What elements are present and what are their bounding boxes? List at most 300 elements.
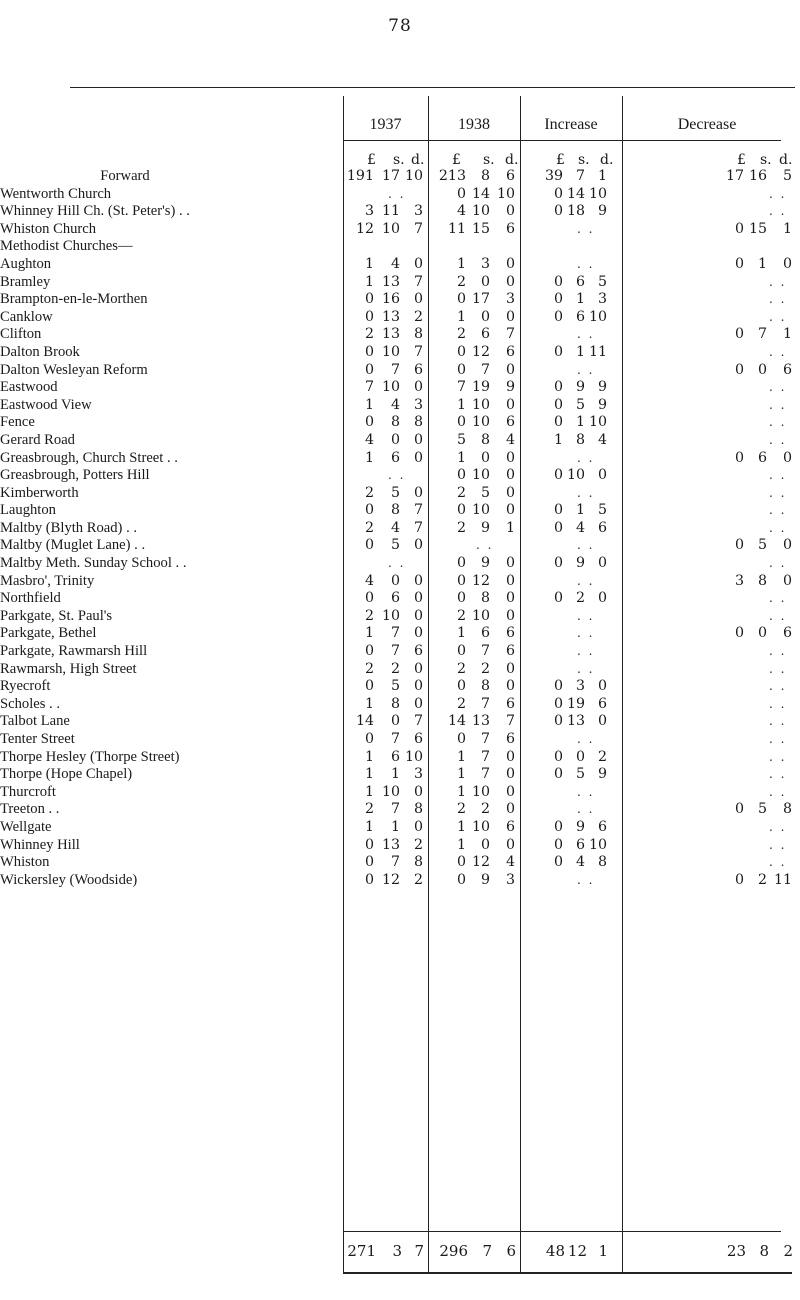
dec-pounds: 0	[734, 326, 744, 343]
unit-pence: d.	[600, 152, 614, 168]
inc-pence: 9	[597, 203, 607, 220]
y1938-shillings: 10	[471, 396, 490, 413]
inc-shillings: 6	[575, 308, 585, 325]
inc-shillings: 7	[575, 168, 585, 184]
table-row	[0, 854, 800, 872]
header-1937: 1937	[369, 116, 402, 133]
unit-pence: d.	[505, 152, 519, 168]
y1937-pence: 0	[413, 678, 423, 695]
row-label: Bramley	[0, 273, 51, 290]
inc-pence: 0	[597, 555, 607, 572]
y1938-pounds: 0	[456, 185, 466, 202]
table-row	[0, 590, 800, 608]
y1938-pounds: 5	[456, 431, 466, 448]
y1938-pounds: 0	[456, 854, 466, 871]
y1937-pounds: 0	[364, 854, 374, 871]
y1938-pence: 7	[505, 713, 515, 730]
inc-shillings: 4	[575, 854, 585, 871]
empty-dots: . .	[577, 784, 595, 799]
header-increase: Increase	[544, 116, 598, 133]
row-label: Thorpe (Hope Chapel)	[0, 766, 133, 783]
dec-shillings: 5	[757, 801, 767, 818]
empty-dots: . .	[769, 204, 787, 219]
bottom-rule	[520, 1272, 622, 1274]
y1938-pence: 0	[505, 203, 515, 220]
inc-pence: 0	[597, 590, 607, 607]
y1938-pounds: 2	[456, 273, 466, 290]
dec-pounds: 0	[734, 625, 744, 642]
y1938-pounds: 1	[456, 766, 466, 783]
y1937-pounds: 1	[364, 766, 374, 783]
row-label: Maltby (Blyth Road) . .	[0, 519, 138, 536]
inc-pence: 10	[588, 414, 607, 431]
unit-shillings: s.	[578, 152, 590, 168]
page-number: 78	[388, 16, 412, 36]
y1937-shillings: 7	[390, 731, 400, 747]
table-row	[0, 238, 800, 256]
y1938-pence: 6	[505, 818, 515, 835]
total-dec-pence: 2	[783, 1242, 793, 1260]
empty-dots: . .	[769, 397, 787, 412]
y1937-pounds: 2	[364, 484, 374, 501]
table-row	[0, 749, 800, 767]
dec-shillings: 16	[748, 168, 767, 184]
y1938-pence: 0	[505, 660, 515, 677]
y1937-pence: 8	[413, 801, 423, 818]
y1937-shillings: 7	[390, 361, 400, 378]
dec-pence: 6	[782, 361, 792, 378]
bottom-rule	[622, 1272, 792, 1274]
y1938-pence: 1	[505, 519, 515, 536]
y1938-pence: 0	[505, 467, 515, 484]
total-y1937-shillings: 3	[392, 1242, 402, 1260]
y1937-shillings: 11	[381, 203, 400, 220]
inc-pounds: 0	[553, 379, 563, 396]
y1937-pence: 2	[413, 308, 423, 325]
y1938-shillings: 8	[480, 168, 490, 184]
dec-pence: 0	[782, 537, 792, 554]
y1938-pence: 6	[505, 643, 515, 660]
y1937-pounds: 0	[364, 643, 374, 660]
y1937-shillings: 12	[381, 871, 400, 888]
y1937-pence: 0	[413, 818, 423, 835]
total-y1937-pence: 7	[414, 1242, 424, 1260]
y1938-pence: 4	[505, 854, 515, 871]
y1937-pounds: 191	[346, 168, 374, 184]
y1938-pence: 9	[505, 379, 515, 396]
dec-shillings: 6	[757, 449, 767, 466]
y1937-pounds: 2	[364, 801, 374, 818]
bottom-rule	[428, 1272, 520, 1274]
y1937-pence: 0	[413, 695, 423, 712]
y1938-pence: 0	[505, 361, 515, 378]
empty-dots: . .	[769, 679, 787, 694]
y1938-pence: 6	[505, 625, 515, 642]
empty-dots: . .	[577, 256, 595, 271]
inc-shillings: 3	[575, 678, 585, 695]
dec-pounds: 0	[734, 801, 744, 818]
inc-pence: 5	[597, 273, 607, 290]
y1937-shillings: 16	[381, 291, 400, 308]
y1938-pence: 0	[505, 836, 515, 853]
header-decrease: Decrease	[677, 116, 737, 133]
y1938-pounds: 1	[456, 255, 466, 272]
y1938-pounds: 0	[456, 678, 466, 695]
y1937-pounds: 0	[364, 308, 374, 325]
y1938-shillings: 2	[480, 801, 490, 818]
y1937-shillings: 6	[390, 748, 400, 765]
inc-pence: 6	[597, 519, 607, 536]
y1937-pounds: 7	[364, 379, 374, 396]
y1937-shillings: 1	[390, 766, 400, 783]
inc-pounds: 0	[553, 836, 563, 853]
empty-dots: . .	[769, 380, 787, 395]
y1937-pounds: 1	[364, 273, 374, 290]
empty-dots: . .	[769, 784, 787, 799]
dec-pence: 0	[782, 449, 792, 466]
y1938-pounds: 2	[456, 695, 466, 712]
y1937-pounds: 0	[364, 590, 374, 607]
y1937-pence: 0	[413, 590, 423, 607]
total-y1938-shillings: 7	[482, 1242, 492, 1260]
empty-dots: . .	[769, 520, 787, 535]
dec-pence: 11	[773, 871, 792, 888]
empty-dots: . .	[388, 556, 406, 571]
unit-shillings: s.	[393, 152, 405, 168]
y1937-pence: 0	[413, 660, 423, 677]
y1937-shillings: 7	[390, 643, 400, 660]
y1938-pence: 6	[505, 168, 515, 184]
y1937-pounds: 1	[364, 396, 374, 413]
table-row	[0, 450, 800, 468]
row-label: Masbro', Trinity	[0, 572, 95, 589]
y1938-pounds: 0	[456, 343, 466, 360]
y1938-shillings: 6	[480, 625, 490, 642]
y1937-shillings: 4	[390, 255, 400, 272]
dec-pence: 0	[782, 255, 792, 272]
y1937-shillings: 5	[390, 678, 400, 695]
y1938-pence: 0	[505, 396, 515, 413]
y1938-pounds: 0	[456, 643, 466, 660]
inc-pounds: 0	[553, 343, 563, 360]
y1937-pence: 7	[413, 273, 423, 290]
y1937-pence: 7	[413, 343, 423, 360]
unit-shillings: s.	[760, 152, 772, 168]
y1938-shillings: 9	[480, 519, 490, 536]
y1938-shillings: 10	[471, 414, 490, 431]
y1938-pounds: 2	[456, 607, 466, 624]
y1937-pence: 3	[413, 766, 423, 783]
inc-pence: 0	[597, 678, 607, 695]
y1938-shillings: 13	[471, 713, 490, 730]
y1937-pence: 2	[413, 836, 423, 853]
y1937-shillings: 13	[381, 326, 400, 343]
y1937-pence: 8	[413, 414, 423, 431]
empty-dots: . .	[769, 714, 787, 729]
y1938-shillings: 0	[480, 449, 490, 466]
row-label: Dalton Wesleyan Reform	[0, 361, 148, 378]
y1938-pounds: 1	[456, 783, 466, 800]
row-label: Eastwood View	[0, 396, 92, 413]
y1937-pence: 0	[413, 291, 423, 308]
y1938-pence: 0	[505, 801, 515, 818]
table-row	[0, 362, 800, 380]
y1937-shillings: 10	[381, 379, 400, 396]
inc-pounds: 0	[553, 695, 563, 712]
dec-shillings: 2	[757, 871, 767, 888]
y1938-pounds: 0	[456, 590, 466, 607]
inc-shillings: 18	[566, 203, 585, 220]
row-label: Thurcroft	[0, 783, 56, 800]
y1937-pence: 6	[413, 361, 423, 378]
table-row	[0, 537, 800, 555]
y1938-shillings: 10	[471, 502, 490, 519]
y1937-shillings: 17	[381, 168, 400, 184]
y1937-shillings: 7	[390, 854, 400, 871]
row-label: Canklow	[0, 308, 53, 325]
empty-dots: . .	[577, 732, 595, 746]
y1938-pence: 0	[505, 748, 515, 765]
y1938-pence: 4	[505, 431, 515, 448]
y1938-shillings: 10	[471, 607, 490, 624]
inc-pounds: 0	[553, 590, 563, 607]
inc-pence: 9	[597, 379, 607, 396]
y1938-pounds: 2	[456, 660, 466, 677]
y1938-pounds: 2	[456, 801, 466, 818]
y1937-pence: 0	[413, 607, 423, 624]
empty-dots: . .	[769, 309, 787, 324]
dec-pence: 6	[782, 625, 792, 642]
inc-pounds: 0	[553, 678, 563, 695]
y1938-shillings: 10	[471, 783, 490, 800]
inc-pounds: 0	[553, 713, 563, 730]
row-label: Wentworth Church	[0, 185, 112, 202]
y1938-pence: 6	[505, 343, 515, 360]
y1938-shillings: 12	[471, 572, 490, 589]
y1937-pence: 0	[413, 431, 423, 448]
y1938-pence: 0	[505, 766, 515, 783]
unit-pounds: £	[737, 152, 746, 168]
table-row	[0, 502, 800, 520]
empty-dots: . .	[769, 485, 787, 500]
inc-pounds: 0	[553, 467, 563, 484]
y1938-pence: 3	[505, 291, 515, 308]
table-row	[0, 379, 800, 397]
empty-dots: . .	[577, 872, 595, 887]
y1938-shillings: 10	[471, 818, 490, 835]
y1937-pence: 3	[413, 396, 423, 413]
empty-dots: . .	[769, 292, 787, 307]
dec-pounds: 0	[734, 255, 744, 272]
table-row	[0, 344, 800, 362]
inc-pounds: 0	[553, 766, 563, 783]
inc-pounds: 0	[553, 185, 563, 202]
inc-shillings: 5	[575, 396, 585, 413]
y1937-pounds: 0	[364, 291, 374, 308]
y1938-shillings: 7	[480, 731, 490, 747]
dec-pounds: 0	[734, 537, 744, 554]
y1938-shillings: 0	[480, 273, 490, 290]
table-row	[0, 520, 800, 538]
inc-shillings: 1	[575, 502, 585, 519]
y1938-pence: 0	[505, 308, 515, 325]
row-label: Ryecroft	[0, 678, 51, 695]
dec-pounds: 17	[725, 168, 744, 184]
total-dec-shillings: 8	[759, 1242, 769, 1260]
y1937-pounds: 12	[355, 220, 374, 237]
y1938-pounds: 0	[456, 731, 466, 747]
empty-dots: . .	[769, 608, 787, 623]
table-row	[0, 643, 800, 661]
total-inc-pence: 1	[598, 1242, 608, 1260]
inc-pounds: 0	[553, 291, 563, 308]
y1937-pence: 10	[404, 168, 423, 184]
table-row	[0, 837, 800, 855]
y1937-pounds: 1	[364, 255, 374, 272]
y1938-pounds: 1	[456, 396, 466, 413]
row-label: Forward	[100, 168, 150, 184]
inc-pence: 0	[597, 467, 607, 484]
inc-shillings: 8	[575, 431, 585, 448]
y1938-pence: 6	[505, 220, 515, 237]
empty-dots: . .	[769, 837, 787, 852]
y1937-pence: 0	[413, 379, 423, 396]
empty-dots: . .	[577, 538, 595, 553]
dec-pence: 8	[782, 801, 792, 818]
empty-dots: . .	[577, 573, 595, 588]
empty-dots: . .	[769, 274, 787, 289]
y1938-pounds: 7	[456, 379, 466, 396]
y1938-pence: 3	[505, 871, 515, 888]
inc-pounds: 0	[553, 555, 563, 572]
y1937-pence: 7	[413, 502, 423, 519]
table-row	[0, 203, 800, 221]
inc-shillings: 1	[575, 414, 585, 431]
total-dec-pounds: 23	[726, 1242, 746, 1260]
y1938-pounds: 1	[456, 449, 466, 466]
table-row	[0, 819, 800, 837]
y1937-pounds: 3	[364, 203, 374, 220]
y1937-shillings: 5	[390, 484, 400, 501]
inc-pounds: 0	[553, 519, 563, 536]
empty-dots: . .	[577, 626, 595, 641]
y1937-pence: 6	[413, 731, 423, 747]
y1937-shillings: 4	[390, 396, 400, 413]
y1938-pence: 0	[505, 590, 515, 607]
y1937-pounds: 4	[364, 572, 374, 589]
y1938-shillings: 12	[471, 854, 490, 871]
inc-shillings: 0	[575, 748, 585, 765]
inc-pence: 11	[588, 343, 607, 360]
y1937-pounds: 14	[355, 713, 374, 730]
y1937-pence: 7	[413, 713, 423, 730]
empty-dots: . .	[577, 450, 595, 465]
y1938-shillings: 2	[480, 660, 490, 677]
row-label: Parkgate, St. Paul's	[0, 607, 113, 624]
y1938-pence: 0	[505, 484, 515, 501]
y1938-shillings: 7	[480, 748, 490, 765]
y1937-shillings: 10	[381, 220, 400, 237]
table-row	[0, 397, 800, 415]
inc-pence: 8	[597, 854, 607, 871]
y1938-shillings: 10	[471, 203, 490, 220]
dec-pounds: 0	[734, 871, 744, 888]
y1938-pounds: 2	[456, 326, 466, 343]
table-row	[0, 872, 800, 890]
empty-dots: . .	[769, 556, 787, 571]
row-label: Whinney Hill Ch. (St. Peter's) . .	[0, 203, 190, 220]
y1938-pounds: 1	[456, 836, 466, 853]
table-row	[0, 326, 800, 344]
row-label: Brampton-en-le-Morthen	[0, 291, 148, 308]
dec-pence: 0	[782, 572, 792, 589]
y1938-pounds: 2	[456, 484, 466, 501]
row-label: Greasbrough, Church Street . .	[0, 449, 178, 466]
dec-shillings: 0	[757, 361, 767, 378]
y1938-shillings: 0	[480, 836, 490, 853]
y1938-pounds: 1	[456, 818, 466, 835]
empty-dots: . .	[577, 485, 595, 500]
y1937-pence: 0	[413, 783, 423, 800]
row-label: Wellgate	[0, 818, 52, 835]
inc-pence: 5	[597, 502, 607, 519]
y1937-pence: 6	[413, 643, 423, 660]
y1938-pence: 6	[505, 695, 515, 712]
y1938-pounds: 0	[456, 467, 466, 484]
y1937-shillings: 8	[390, 695, 400, 712]
y1938-pounds: 0	[456, 414, 466, 431]
inc-pence: 6	[597, 818, 607, 835]
inc-pence: 10	[588, 308, 607, 325]
row-label: Talbot Lane	[0, 713, 70, 730]
y1937-pence: 7	[413, 519, 423, 536]
y1938-pounds: 0	[456, 871, 466, 888]
y1937-shillings: 10	[381, 607, 400, 624]
dec-pence: 1	[782, 326, 792, 343]
table-row	[0, 291, 800, 309]
empty-dots: . .	[769, 644, 787, 659]
y1937-pounds: 0	[364, 871, 374, 888]
y1938-shillings: 8	[480, 678, 490, 695]
inc-pence: 4	[597, 431, 607, 448]
y1937-shillings: 0	[390, 572, 400, 589]
row-label: Northfield	[0, 590, 61, 607]
row-label: Methodist Churches—	[0, 238, 133, 255]
y1937-pounds: 0	[364, 537, 374, 554]
y1937-pence: 8	[413, 326, 423, 343]
y1938-pounds: 0	[456, 361, 466, 378]
y1938-shillings: 7	[480, 766, 490, 783]
y1938-shillings: 6	[480, 326, 490, 343]
table-row	[0, 414, 800, 432]
dec-pounds: 0	[734, 220, 744, 237]
y1937-shillings: 8	[390, 502, 400, 519]
y1938-shillings: 9	[480, 555, 490, 572]
y1937-pounds: 4	[364, 431, 374, 448]
inc-pounds: 0	[553, 396, 563, 413]
y1938-pounds: 14	[447, 713, 466, 730]
y1937-pence: 2	[413, 871, 423, 888]
unit-pence: d.	[411, 152, 425, 168]
total-y1938-pounds: 296	[439, 1242, 468, 1260]
dec-shillings: 5	[757, 537, 767, 554]
y1938-shillings: 17	[471, 291, 490, 308]
y1938-pounds: 1	[456, 625, 466, 642]
y1937-pounds: 1	[364, 449, 374, 466]
y1937-pence: 3	[413, 203, 423, 220]
row-label: Clifton	[0, 326, 42, 343]
table-row	[0, 731, 800, 749]
